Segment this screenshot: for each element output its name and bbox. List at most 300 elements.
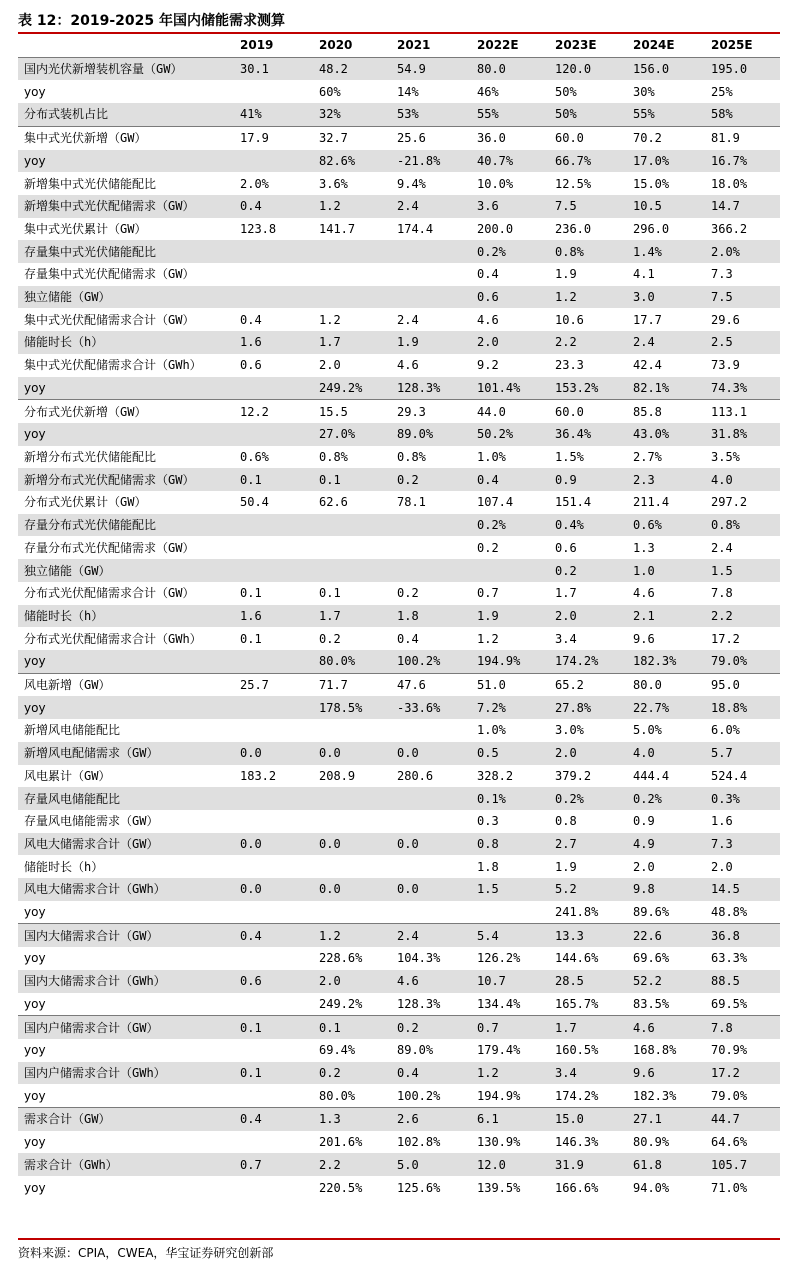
row-value: 14.7 [711, 195, 780, 218]
row-value: 195.0 [711, 57, 780, 80]
row-value: 7.8 [711, 1016, 780, 1039]
row-value: 80.0% [319, 1088, 356, 1103]
table-row [18, 150, 780, 173]
row-value: 524.4 [711, 768, 748, 783]
row-value: 2.0% [711, 240, 780, 263]
table-row [18, 400, 780, 423]
row-value: 2.0 [711, 859, 733, 874]
table-row [18, 331, 780, 354]
row-value: 182.3% [633, 1088, 677, 1103]
row-value: 12.2 [240, 400, 319, 423]
row-value: 50.4 [240, 495, 269, 510]
row-value: 0.3 [477, 814, 499, 829]
row-value: 2.4 [397, 195, 477, 218]
row-value: 71.7 [319, 673, 397, 696]
table-row [18, 536, 780, 559]
row-value: 0.8% [319, 450, 348, 464]
row-value [240, 1131, 319, 1154]
row-value: 5.7 [711, 742, 780, 765]
table-row [18, 696, 780, 719]
row-value: 1.2 [319, 312, 341, 327]
row-value: 22.6 [633, 924, 711, 947]
row-value: 31.8% [711, 423, 780, 446]
row-value: 120.0 [555, 57, 633, 80]
row-label: 集中式光伏配储需求合计（GWh） [24, 358, 202, 373]
row-value: 64.6% [711, 1135, 748, 1150]
table-row [18, 126, 780, 149]
row-value: 3.4 [555, 1062, 633, 1085]
row-value: 0.4 [477, 468, 555, 491]
row-value: 25.7 [240, 673, 319, 696]
row-label: yoy [24, 1180, 46, 1195]
row-value: 0.0 [240, 833, 319, 856]
row-value: 74.3% [711, 377, 780, 400]
row-value: 3.4 [555, 631, 577, 646]
row-value: 4.0 [711, 468, 780, 491]
row-value: 1.9 [555, 267, 577, 282]
header-row [18, 34, 780, 57]
row-value [240, 901, 319, 924]
table-row [18, 1084, 780, 1107]
row-value [319, 855, 397, 878]
row-label: 分布式光伏配储需求合计（GW） [24, 586, 195, 601]
row-value: 14.5 [711, 878, 780, 901]
row-value [240, 150, 319, 173]
row-value: 101.4% [477, 377, 555, 400]
row-value: 165.7% [555, 996, 599, 1011]
row-value: 9.8 [633, 878, 711, 901]
row-value: 10.6 [555, 312, 584, 327]
row-value: 0.6 [477, 286, 555, 309]
row-value: 0.9 [633, 814, 655, 829]
row-value: 208.9 [319, 768, 356, 783]
header-2024e: 2024E [633, 34, 711, 57]
table-row [18, 765, 780, 788]
row-value: 2.6 [397, 1108, 477, 1131]
row-value: 220.5% [319, 1180, 363, 1195]
row-value: 2.0 [319, 970, 397, 993]
row-value: 4.0 [633, 742, 711, 765]
row-value: 80.9% [633, 1135, 670, 1150]
row-value [240, 993, 319, 1016]
row-value: 2.4 [397, 312, 419, 327]
row-value: 130.9% [477, 1135, 521, 1150]
row-value: 0.5 [477, 742, 555, 765]
row-value: 69.4% [319, 1043, 356, 1058]
row-value: 94.0% [633, 1180, 670, 1195]
table-row [18, 308, 780, 331]
row-label: 国内大储需求合计（GW） [18, 924, 240, 947]
row-label: yoy [18, 696, 240, 719]
row-value: 2.7 [555, 833, 633, 856]
row-value: 50.2% [477, 423, 555, 446]
row-value: 126.2% [477, 951, 521, 966]
row-value: 80.0 [633, 673, 711, 696]
row-value: 0.4 [397, 631, 419, 646]
row-value: 79.0% [711, 1088, 748, 1103]
row-value: 10.0% [477, 176, 514, 191]
row-value [319, 787, 397, 810]
row-value: 2.0 [319, 358, 341, 373]
row-value: 168.8% [633, 1043, 677, 1058]
table-row [18, 286, 780, 309]
row-value: 0.0 [319, 742, 397, 765]
row-label: yoy [24, 1088, 46, 1103]
row-label: yoy [24, 84, 46, 99]
row-value: 1.2 [319, 195, 397, 218]
row-value: 1.3 [633, 540, 655, 555]
table-row [18, 1062, 780, 1085]
row-value: 30.1 [240, 57, 319, 80]
row-label: 集中式光伏配储需求合计（GW） [24, 312, 195, 327]
row-value: 60.0 [555, 400, 633, 423]
row-value: 5.4 [477, 924, 555, 947]
table-row [18, 1153, 780, 1176]
row-value: 128.3% [397, 996, 441, 1011]
row-value: 7.3 [711, 267, 733, 282]
row-label: 需求合计（GWh） [18, 1153, 240, 1176]
row-value: 22.7% [633, 696, 711, 719]
row-value: 104.3% [397, 951, 441, 966]
row-value: 50% [555, 84, 577, 99]
row-value: 36.0 [477, 126, 555, 149]
row-value: 0.2 [319, 1062, 397, 1085]
row-value: 0.1 [319, 468, 397, 491]
row-label: yoy [24, 951, 46, 966]
row-value [397, 810, 477, 833]
row-value: 46% [477, 84, 499, 99]
row-label: 储能时长（h） [18, 605, 240, 628]
row-value: 2.3 [633, 468, 711, 491]
row-value: 0.4 [240, 924, 319, 947]
row-value: 1.8 [397, 605, 477, 628]
row-value: 9.6 [633, 1062, 711, 1085]
row-value: 36.8 [711, 924, 780, 947]
row-value: 14% [397, 84, 419, 99]
row-value: 0.6 [240, 970, 319, 993]
table-row [18, 218, 780, 241]
row-label: 分布式光伏配储需求合计（GWh） [24, 631, 202, 646]
row-value: 12.5% [555, 176, 592, 191]
row-value: 2.0 [555, 742, 633, 765]
row-value: 1.0% [477, 723, 506, 738]
header-2021: 2021 [397, 34, 477, 57]
row-value: 80.0% [319, 650, 397, 673]
table-caption: 表 12：2019-2025 年国内储能需求测算 [18, 13, 285, 29]
row-value: 125.6% [397, 1180, 441, 1195]
row-label: 风电新增（GW） [18, 673, 240, 696]
row-value: 3.0 [633, 286, 711, 309]
row-value [240, 514, 319, 537]
row-value: 0.6% [240, 450, 269, 464]
row-value: 18.0% [711, 176, 748, 191]
row-value: 178.5% [319, 696, 397, 719]
row-value: 17.2 [711, 1062, 780, 1085]
row-value: 3.6% [319, 176, 348, 191]
row-value [240, 80, 319, 103]
row-label: 集中式光伏累计（GW） [24, 221, 147, 236]
row-label: yoy [24, 996, 46, 1011]
row-value: 153.2% [555, 377, 633, 400]
row-value: 5.0 [397, 1153, 477, 1176]
row-value: 40.7% [477, 150, 555, 173]
row-value: 7.3 [711, 833, 780, 856]
row-value: 80.0 [477, 57, 555, 80]
table-row [18, 627, 780, 650]
header-2025e: 2025E [711, 34, 780, 57]
row-value: 32.7 [319, 126, 397, 149]
row-value: 1.2 [477, 631, 499, 646]
row-value: 10.5 [633, 195, 711, 218]
row-value: 65.2 [555, 673, 633, 696]
row-value: 43.0% [633, 423, 711, 446]
row-value: 17.9 [240, 126, 319, 149]
row-value: 32% [319, 103, 397, 126]
row-value: 73.9 [711, 358, 740, 373]
row-value [319, 286, 397, 309]
row-value [240, 1084, 319, 1107]
row-value: 296.0 [633, 221, 670, 236]
row-value: 174.2% [555, 1088, 599, 1103]
table-row [18, 491, 780, 514]
row-value: 1.7 [319, 331, 397, 354]
row-value: 0.0 [319, 833, 397, 856]
row-value: 2.2 [711, 605, 780, 628]
row-value: 0.4 [240, 1108, 319, 1131]
row-value: 69.6% [633, 951, 670, 966]
row-value: 70.2 [633, 126, 711, 149]
row-value: 1.0% [477, 450, 506, 464]
table-row [18, 719, 780, 742]
row-value: 16.7% [711, 150, 780, 173]
table-row [18, 673, 780, 696]
row-value: 174.4 [397, 221, 434, 236]
row-value: 0.0 [397, 878, 477, 901]
row-value [240, 423, 319, 446]
header-2020: 2020 [319, 34, 397, 57]
row-value: 174.2% [555, 650, 633, 673]
table-row [18, 901, 780, 924]
row-value: 66.7% [555, 150, 633, 173]
row-value [397, 536, 477, 559]
row-value: 12.0 [477, 1153, 555, 1176]
row-value: 141.7 [319, 221, 356, 236]
row-value: 61.8 [633, 1153, 711, 1176]
row-value: 54.9 [397, 57, 477, 80]
row-value: 2.2 [319, 1153, 397, 1176]
row-label: 国内户储需求合计（GW） [18, 1016, 240, 1039]
row-value: 105.7 [711, 1153, 780, 1176]
row-value [319, 810, 397, 833]
source-note: 资料来源：CPIA，CWEA，华宝证券研究创新部 [18, 1246, 274, 1260]
storage-demand-table [18, 34, 780, 1199]
table-row [18, 1039, 780, 1062]
row-value: 100.2% [397, 650, 477, 673]
row-value: 0.1 [319, 586, 341, 601]
row-value: 7.2% [477, 696, 555, 719]
row-value: 52.2 [633, 970, 711, 993]
row-value: 2.4 [633, 331, 711, 354]
row-value: 89.0% [397, 423, 477, 446]
row-value: 0.0 [397, 742, 477, 765]
row-value: 0.7 [477, 586, 499, 601]
row-value: 5.0% [633, 723, 662, 738]
row-value [240, 719, 319, 742]
row-value: 1.7 [319, 605, 397, 628]
row-value: 0.2% [477, 514, 555, 537]
row-label: 风电累计（GW） [24, 768, 111, 783]
row-value: 6.1 [477, 1108, 555, 1131]
row-value [240, 1176, 319, 1199]
row-value: 78.1 [397, 495, 426, 510]
row-value [397, 514, 477, 537]
row-value: 82.1% [633, 377, 711, 400]
row-value [240, 855, 319, 878]
row-value: 63.3% [711, 951, 748, 966]
table-row [18, 855, 780, 878]
row-value: 69.5% [711, 996, 748, 1011]
table-row [18, 970, 780, 993]
row-value: 3.0% [555, 723, 584, 738]
row-label: 独立储能（GW） [18, 559, 240, 582]
row-label: 分布式装机占比 [18, 103, 240, 126]
row-value: 0.2% [555, 787, 633, 810]
table-row [18, 195, 780, 218]
row-label: 储能时长（h） [24, 859, 104, 874]
table-row [18, 514, 780, 537]
row-value: 200.0 [477, 221, 514, 236]
row-value: 0.4 [240, 195, 319, 218]
row-label: 新增集中式光伏储能配比 [24, 176, 157, 191]
table-row [18, 263, 780, 286]
header-2023e: 2023E [555, 34, 633, 57]
row-value: 194.9% [477, 1088, 521, 1103]
row-value: 0.0 [397, 833, 477, 856]
row-value: 366.2 [711, 221, 748, 236]
row-value: 1.7 [555, 586, 577, 601]
row-value: 7.5 [711, 286, 780, 309]
row-value: 4.9 [633, 833, 711, 856]
table-row [18, 80, 780, 103]
row-value [319, 536, 397, 559]
row-value: 156.0 [633, 57, 711, 80]
row-value [240, 240, 319, 263]
table-row [18, 354, 780, 377]
row-value: 60% [319, 84, 341, 99]
table-row [18, 172, 780, 195]
row-value: 241.8% [555, 905, 599, 920]
row-value: 1.9 [555, 859, 577, 874]
row-value: 36.4% [555, 423, 633, 446]
table-row [18, 993, 780, 1016]
row-value: -33.6% [397, 696, 477, 719]
row-value [397, 855, 477, 878]
row-value: 1.3 [319, 1108, 397, 1131]
row-value: 0.6 [240, 358, 262, 373]
row-value [477, 901, 555, 924]
row-value: 48.8% [711, 905, 748, 920]
table-row [18, 1131, 780, 1154]
row-value: 1.6 [240, 605, 319, 628]
row-value: 2.0% [240, 176, 269, 191]
row-value: 0.2 [555, 559, 633, 582]
row-value: 0.1 [240, 1016, 319, 1039]
row-value [240, 696, 319, 719]
row-value: 1.6 [711, 814, 733, 829]
row-value: 0.0 [240, 878, 319, 901]
row-value: 2.1 [633, 605, 711, 628]
table-row [18, 423, 780, 446]
table-row [18, 377, 780, 400]
row-label: 新增集中式光伏配储需求（GW） [18, 195, 240, 218]
row-value: 297.2 [711, 495, 748, 510]
row-value: 7.5 [555, 195, 633, 218]
row-value: 15.0% [633, 176, 670, 191]
row-value: 83.5% [633, 996, 670, 1011]
row-label: 存量风电储能配比 [18, 787, 240, 810]
row-value: 17.2 [711, 631, 740, 646]
row-value: 2.7% [633, 450, 662, 464]
row-value [397, 559, 477, 582]
row-label: yoy [24, 1135, 46, 1150]
row-value: 0.2% [477, 240, 555, 263]
row-value: 0.8% [555, 240, 633, 263]
row-value: 51.0 [477, 673, 555, 696]
row-label: 国内户储需求合计（GWh） [18, 1062, 240, 1085]
row-value: 2.4 [711, 540, 733, 555]
row-value: 0.4 [477, 267, 499, 282]
row-value [397, 263, 477, 286]
row-value: 25% [711, 84, 733, 99]
row-value: 0.4 [240, 312, 262, 327]
row-value: 0.7 [477, 1016, 555, 1039]
row-value: 27.8% [555, 696, 633, 719]
row-value: 194.9% [477, 650, 555, 673]
row-value: 151.4 [555, 495, 592, 510]
row-value: 2.2 [555, 331, 633, 354]
row-value: 29.6 [711, 312, 740, 327]
row-value: 10.7 [477, 970, 555, 993]
table-row [18, 924, 780, 947]
row-label: 存量集中式光伏配储需求（GW） [24, 267, 195, 282]
row-value [319, 240, 397, 263]
header-2019: 2019 [240, 34, 319, 57]
row-label: 独立储能（GW） [18, 286, 240, 309]
row-label: 新增分布式光伏配储需求（GW） [18, 468, 240, 491]
row-value [240, 810, 319, 833]
row-value: 1.0 [633, 559, 711, 582]
row-value: 1.2 [477, 1062, 555, 1085]
row-label: yoy [24, 905, 46, 920]
row-value: 62.6 [319, 495, 348, 510]
row-value [477, 559, 555, 582]
row-value: 1.9 [397, 331, 477, 354]
row-value: 379.2 [555, 768, 592, 783]
row-value: 41% [240, 103, 319, 126]
row-value [319, 263, 397, 286]
row-value [319, 514, 397, 537]
row-value: 0.0 [319, 878, 397, 901]
row-value: 0.1 [240, 1062, 319, 1085]
row-value: 249.2% [319, 377, 397, 400]
row-value: 31.9 [555, 1153, 633, 1176]
row-value: 89.6% [633, 905, 670, 920]
row-value: 0.3% [711, 787, 780, 810]
row-value [397, 286, 477, 309]
row-value: 160.5% [555, 1043, 599, 1058]
row-value [240, 1039, 319, 1062]
row-value [240, 286, 319, 309]
